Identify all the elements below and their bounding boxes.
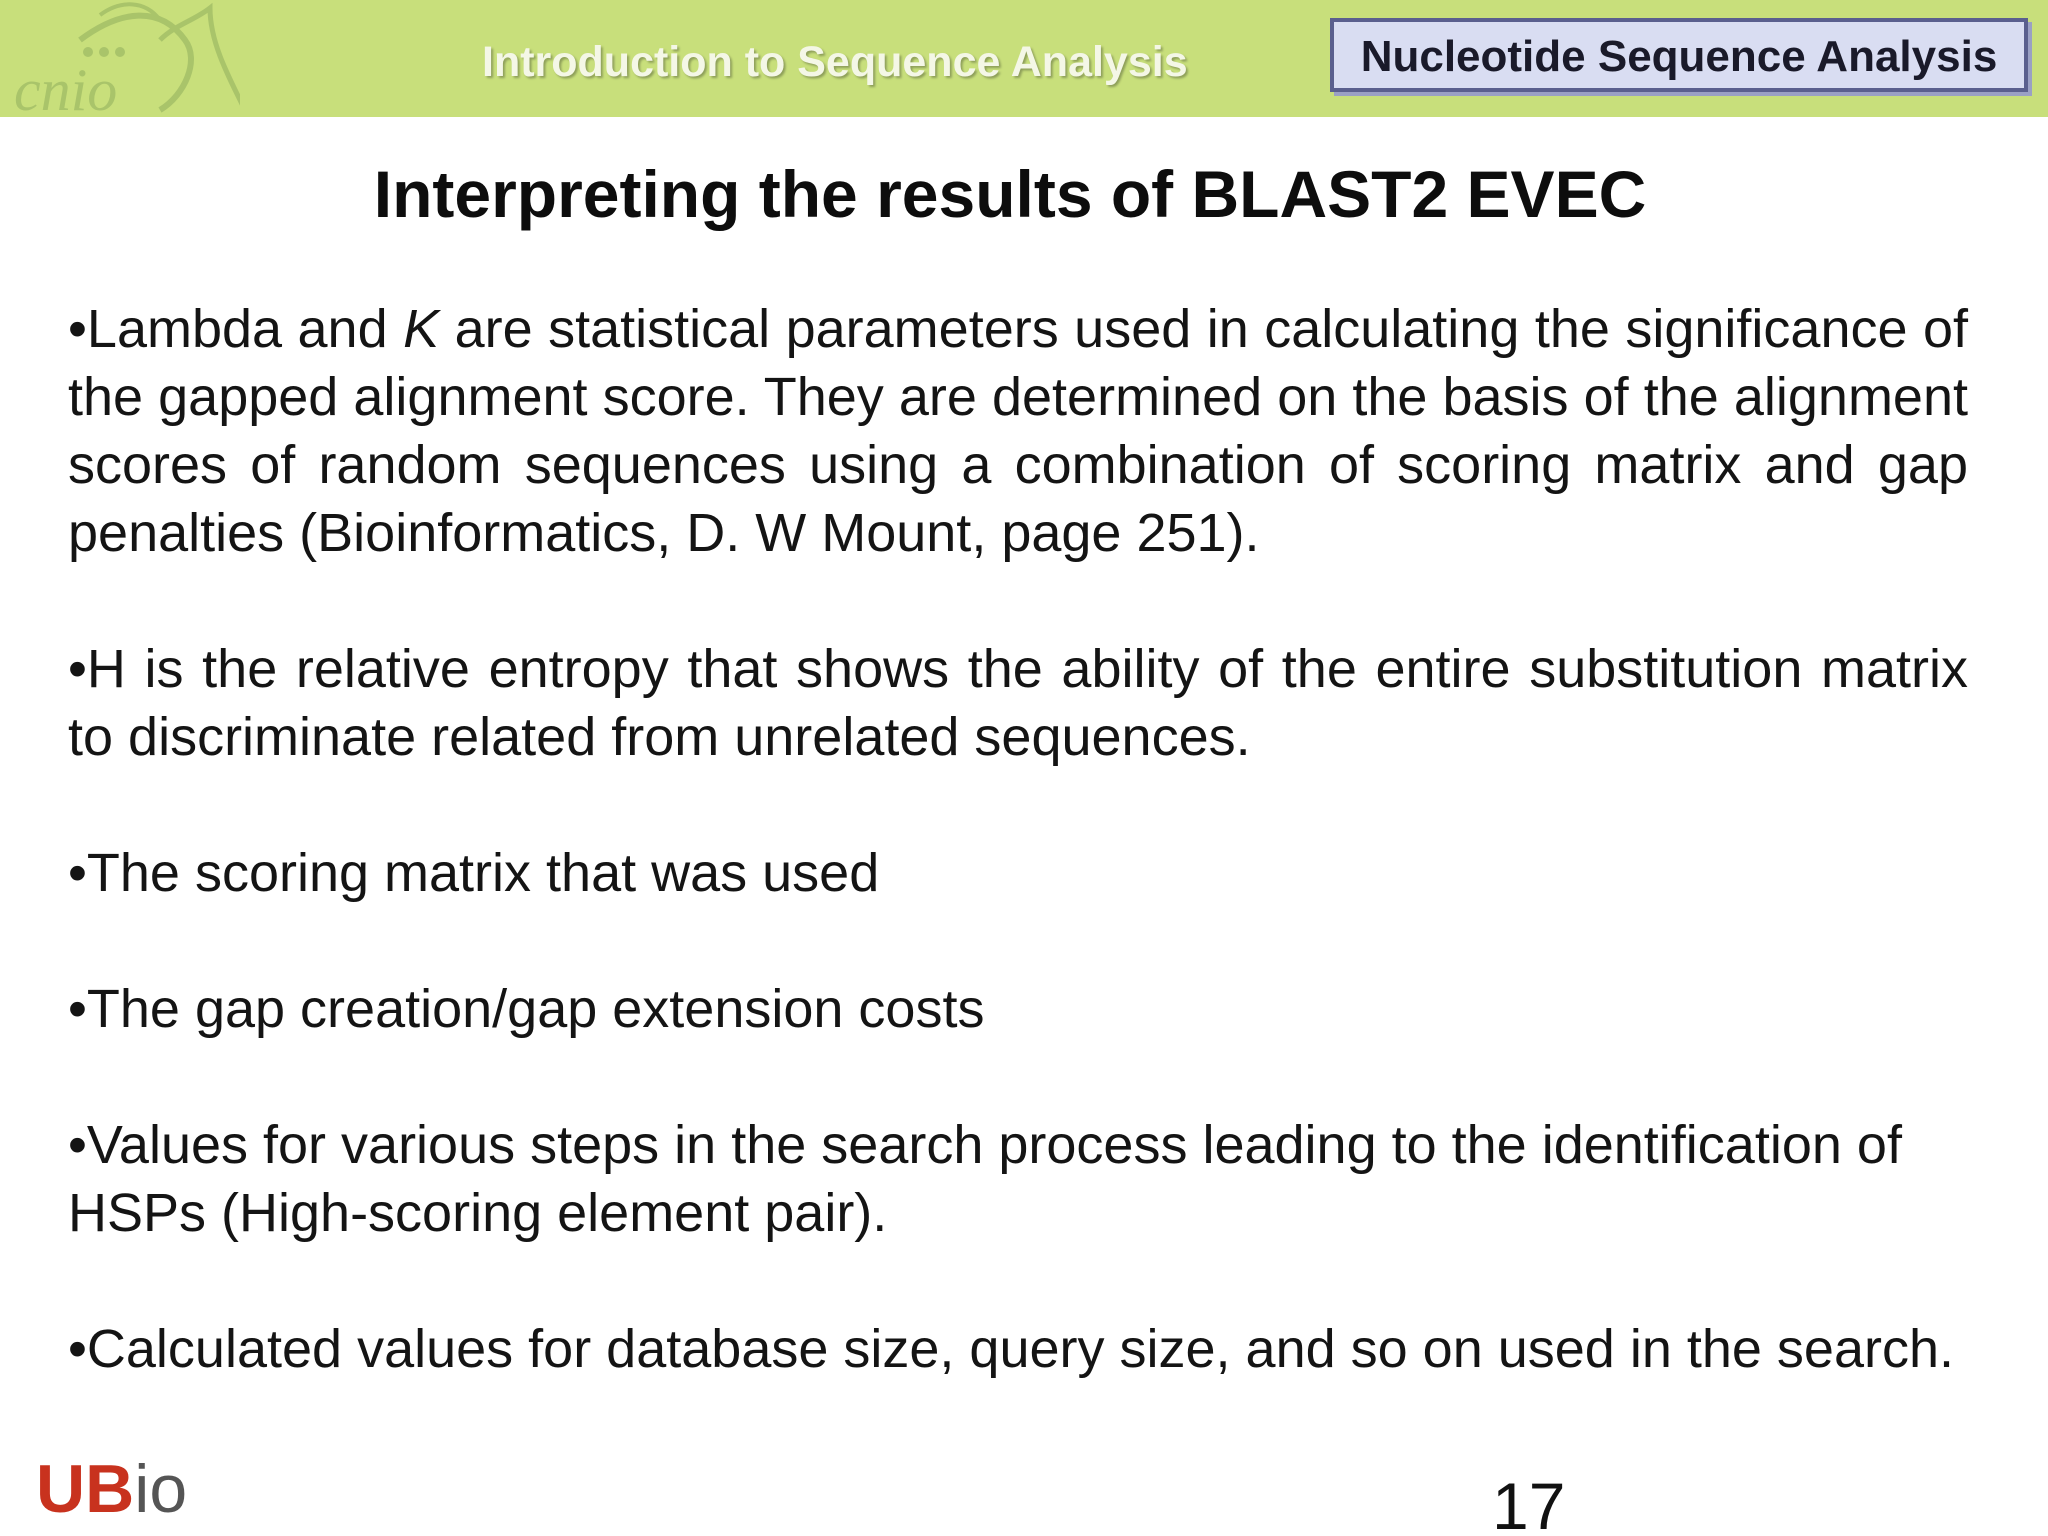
section-badge — [1330, 18, 2028, 92]
ubio-logo-text: UBio — [36, 1451, 188, 1527]
ubio-logo — [34, 1448, 214, 1528]
bullet-lambda-k — [68, 295, 1968, 567]
cnio-logo-text: cnio — [14, 57, 118, 117]
bullet-hsp-steps: •Values for various steps in the search process leading to the identification of HSPs (High-scoring element pair). — [68, 1115, 1902, 1243]
header-band — [0, 0, 2048, 117]
bullet-lambda-prefix: •Lambda and — [68, 299, 404, 359]
bullet-entropy: •H is the relative entropy that shows the ability of the entire substitution matrix to discriminate related from unrelated sequences. — [68, 639, 1968, 767]
bullet-scoring-matrix: •The scoring matrix that was used — [68, 843, 880, 903]
bullet-lambda-italic-k: K — [403, 299, 440, 359]
bullet-list — [68, 295, 1968, 1451]
bullet-gap-costs: •The gap creation/gap extension costs — [68, 979, 985, 1039]
section-label: Nucleotide Sequence Analysis — [1360, 32, 1998, 81]
slide-title: Interpreting the results of BLAST2 EVEC — [373, 157, 1647, 231]
course-title: Introduction to Sequence Analysis — [482, 38, 1188, 86]
bullet-database-size: •Calculated values for database size, query size, and so on used in the search. — [68, 1319, 1955, 1379]
bullet-lambda-suffix: are statistical parameters used in calculating the significance of the gapped alignment score. They are determined on the basis of the alignment scores of random sequences using a combination of scoring matrix and gap penalties (Bioinformatics, D. W Mount, page 251). — [68, 299, 1969, 563]
page-number: 17 — [1492, 1469, 1566, 1536]
cnio-logo — [10, 0, 240, 117]
